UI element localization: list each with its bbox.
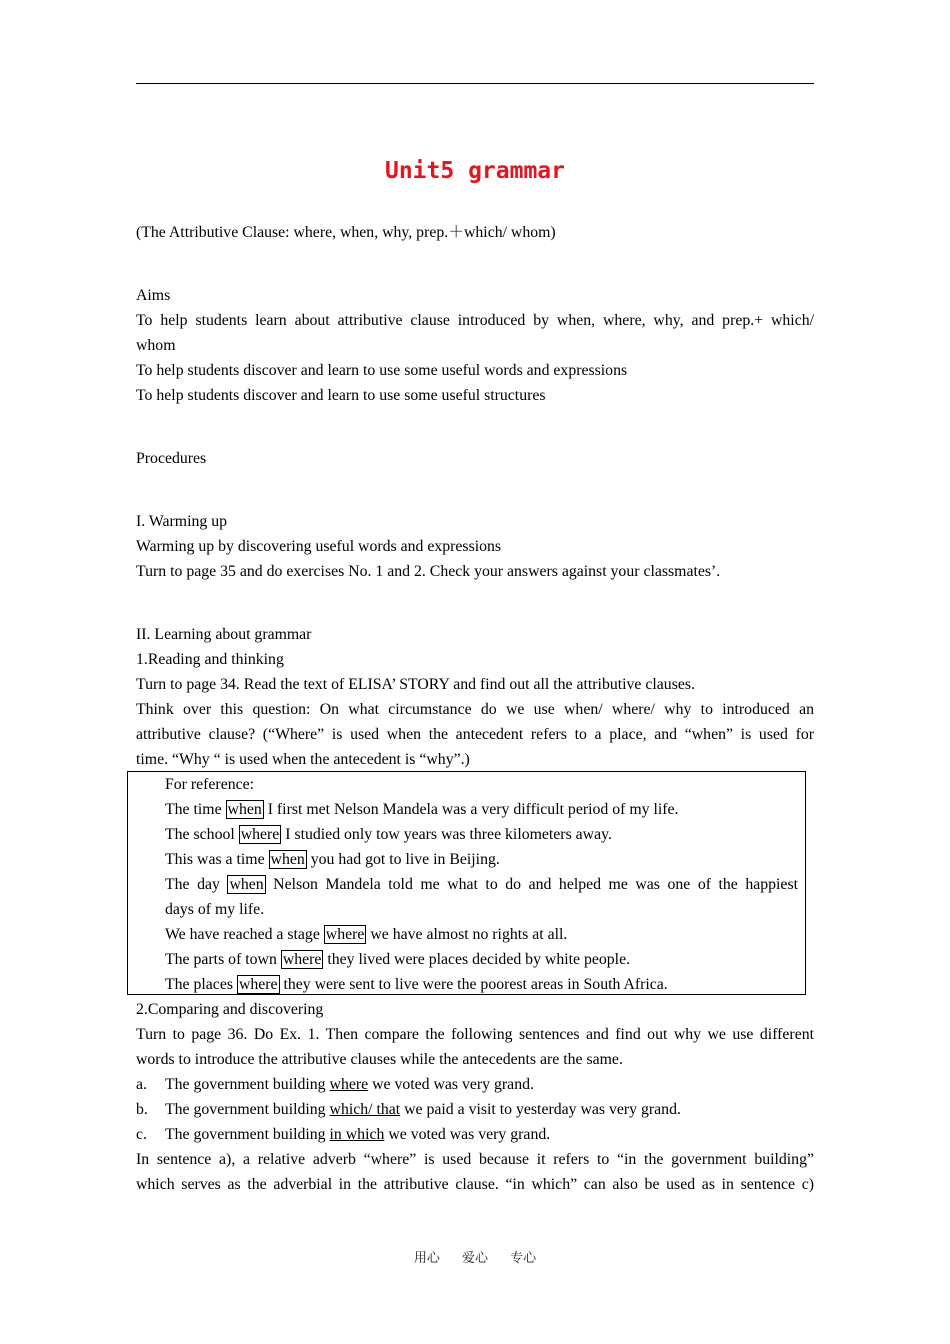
reference-sentence: The time when I first met Nelson Mandela was a very difficult period of my life. [165, 801, 679, 818]
reference-sentence: The school where I studied only tow years was three kilometers away. [165, 826, 612, 843]
comparing-line-2: words to introduce the attributive clauses while the antecedents are the same. [136, 1051, 623, 1068]
reference-sentence: The places where they were sent to live were the poorest areas in South Africa. [165, 976, 668, 993]
page-footer: 用心 爱心 专心 [413, 1251, 537, 1266]
reference-sentence-cont: days of my life. [165, 901, 265, 918]
boxed-keyword: when [229, 876, 264, 893]
page-title: Unit5 grammar [384, 158, 565, 184]
boxed-keyword: where [282, 951, 322, 968]
learning-heading: II. Learning about grammar [136, 626, 312, 643]
warming-line-2: Turn to page 35 and do exercises No. 1 and 2. Check your answers against your classmates’. [136, 563, 721, 580]
example-c: c. The government building in which we voted was very grand. [136, 1126, 551, 1143]
aims-item-1: To help students learn about attributive clause introduced by when, where, why, and prep.+ which/ [136, 312, 814, 329]
underlined-keyword: where [329, 1076, 369, 1093]
comparing-line-1: Turn to page 36. Do Ex. 1. Then compare the following sentences and find out why we use different [136, 1026, 814, 1043]
reference-sentence: This was a time when you had got to live in Beijing. [165, 851, 500, 868]
think-question-3: time. “Why “ is used when the antecedent is “why”.) [136, 751, 470, 768]
boxed-keyword: where [325, 926, 365, 943]
aims-item-2: To help students discover and learn to use some useful words and expressions [136, 362, 628, 379]
boxed-keyword: where [238, 976, 278, 993]
warming-line-1: Warming up by discovering useful words and expressions [136, 538, 502, 555]
example-b: b. The government building which/ that we paid a visit to yesterday was very grand. [136, 1101, 681, 1118]
procedures-heading: Procedures [136, 450, 207, 467]
comparing-heading: 2.Comparing and discovering [136, 1001, 324, 1018]
warming-heading: I. Warming up [136, 513, 228, 530]
underlined-keyword: in which [329, 1126, 385, 1143]
boxed-keyword: when [270, 851, 305, 868]
header-rule [136, 83, 814, 84]
explanation-line-2: which serves as the adverbial in the attributive clause. “in which” can also be used as in sentence c) [136, 1176, 814, 1193]
think-question-2: attributive clause? (“Where” is used when the antecedent refers to a place, and “when” is used for [136, 726, 814, 743]
reading-subheading: 1.Reading and thinking [136, 651, 284, 668]
aims-item-3: To help students discover and learn to use some useful structures [136, 387, 546, 404]
subtitle: (The Attributive Clause: where, when, why, prep.＋which/ whom) [136, 224, 556, 241]
reference-sentence: The day when Nelson Mandela told me what to do and helped me was one of the happiest [165, 876, 798, 893]
aims-heading: Aims [136, 287, 171, 304]
aims-item-1-cont: whom [136, 337, 176, 354]
example-a: a. The government building where we voted was very grand. [136, 1076, 534, 1093]
underlined-keyword: which/ that [329, 1101, 401, 1118]
reference-sentence: We have reached a stage where we have almost no rights at all. [165, 926, 568, 943]
reading-line-1: Turn to page 34. Read the text of ELISA’ STORY and find out all the attributive clauses. [136, 676, 695, 693]
reference-sentence: The parts of town where they lived were places decided by white people. [165, 951, 631, 968]
reference-heading: For reference: [165, 776, 255, 793]
boxed-keyword: when [227, 801, 262, 818]
boxed-keyword: where [240, 826, 280, 843]
explanation-line-1: In sentence a), a relative adverb “where” is used because it refers to “in the government building” [136, 1151, 814, 1168]
think-question-1: Think over this question: On what circumstance do we use when/ where/ why to introduced an [136, 701, 814, 718]
